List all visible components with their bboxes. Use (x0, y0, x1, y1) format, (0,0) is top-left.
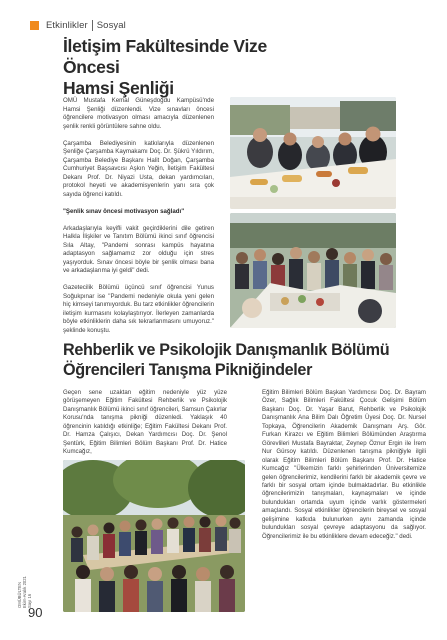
header-divider (92, 20, 93, 31)
event-photo-crowd (230, 213, 396, 328)
article1-title (63, 36, 283, 99)
article1-paragraph: Gazetecilik Bölümü üçüncü sınıf öğrencisi Yunus Soğukpınar ise "Pandemi nedeniyle okula yeni gelen hiç kimseyi tanımıyorduk. Bu tarz etkinlikler öğrencilerin iletişim kurmasını kolaylaştırıyor. İlerleyen zamanlarda böyle etkinliklerin daha sık tekrarlanmasını umuyoruz." şeklinde konuştu. (63, 284, 214, 334)
article2-title (63, 340, 443, 380)
subsection-label: Sosyal (96, 19, 126, 31)
article1-title-line2: Hamsi Şenliği (63, 78, 174, 98)
article1-paragraph: Arkadaşlarıyla keyifli vakit geçirdiklerini dile getiren Halkla İlişkiler ve Tanıtım Bölümü ikinci sınıf öğrencisi Sıla Altay, "Pandemi sonrası kampüs hayatına adaptasyon sağlamamız zor olduğu için stres yaşıyorduk. Sınav öncesi böyle bir şenlik olması bana ve arkadaşlarıma iyi geldi" dedi. (63, 224, 214, 274)
article2-title-line2: Öğrencileri Tanışma Pikniğindeler (63, 361, 313, 379)
article1-body (63, 97, 214, 344)
section-header (30, 18, 126, 32)
article1-quote-heading: "Şenlik sınav öncesi motivasyon sağladı" (63, 207, 185, 215)
section-label: Etkinlikler (46, 19, 88, 31)
article1-paragraph: OMÜ Mustafa Kemal Güneşdoğdu Kampüsü'nde Hamsi Şenliği düzenlendi. Vize sınavları öncesi öğrencilere motivasyon olması amacıyla düzenlenen şenlik renkli görüntülere sahne oldu. (63, 97, 214, 130)
event-photo-dining (230, 97, 396, 209)
article1-paragraph: Çarşamba Belediyesinin katkılarıyla düzenlenen Şenliğe Çarşamba Kaymakamı Doç. Dr. Şükrü Yıldırım, Çarşamba Belediye Başkanı Halit Doğan, Çarşamba Cumhuriyet Başsavcısı Aşkın Yeğin, İletişim Fakültesi Dekanı Prof. Dr. Niyazi Usta, dekan yardımcıları, protokol heyeti ve akademisyenlerin yanı sıra çok sayıda öğrenci katıldı. (63, 139, 214, 198)
article2-title-line1: Rehberlik ve Psikolojik Danışmanlık Bölümü (63, 341, 390, 359)
article2-body-left: Geçen sene uzaktan eğitim nedeniyle yüz yüze görüşemeyen Eğitim Fakültesi Rehberlik ve Psikolojik Danışmanlık Bölümü ikinci sınıf öğrencileri, Samsun Çakırlar Korusu'nda tanışma pikniği düzenledi. Yaklaşık 40 öğrencinin katıldığı etkinliğe; Eğitim Fakültesi Dekanı Prof. Dr. Hamza Çalışıcı, Dekan Yardımcısı Doç. Dr. Şenol Şentürk, Eğitim Bilimleri Bölüm Başkanı Prof. Dr. Hatice Kumcağız, (63, 389, 227, 456)
magazine-name: OMÜBÜLTEN (17, 582, 22, 608)
article1-title-line1: İletişim Fakültesinde Vize Öncesi (63, 36, 267, 77)
issue-date: Ekim-Aralık 2021 (22, 576, 27, 608)
magazine-side-label (17, 558, 43, 608)
page-number: 90 (28, 605, 43, 620)
picnic-group-photo (63, 460, 245, 612)
issue-number: Sayı 16 (27, 593, 32, 608)
section-marker-icon (30, 21, 39, 30)
article2-body-right: Eğitim Bilimleri Bölüm Başkan Yardımcısı Doç. Dr. Bayram Özer, Sağlık Bilimleri Fakültesi Çocuk Gelişimi Bölüm Başkanı Doç. Dr. Yaşar Barut, Rehberlik ve Psikolojik Danışmanlık Ana Bilim Dalı Öğretim Üyesi Doç. Dr. Nursel Topkaya, Öğrencilerin Akademik Danışmanı Arş. Gör. Furkan Kirazcı ve Eğitim Bilimleri Bölümünden Araştırma Görevlileri Mustafa Bayraktar, Zeynep Öznur Ergin ile İrem Nur Gürsoy katıldı. Düzenlenen tanışma pikniğiyle ilgili olarak Eğitim Bilimleri Bölüm Başkanı Prof. Dr. Hatice Kumcağız "Ülkemizin farklı şehirlerinden Üniversitemize gelen öğrencilerimiz, kendilerini farklı bir akademik çevre ve farklı bir sosyal ortam içinde bulmaktadırlar. Bu etkinlikle öğrencilerimizin tanışmaları, kaynaşmaları ve içinde bulundukları ortamda uyum içinde varlık göstermeleri amaçlandı. Sosyal etkinlikler öğrencilerin bireysel ve sosyal gelişimine katkıda bulunurken aynı zamanda içinde bulundukları sosyal çevreye adaptasyonu da sağlıyor. Öğrencilerimiz ile bu etkinliklere devam edeceğiz." dedi. (262, 389, 426, 540)
